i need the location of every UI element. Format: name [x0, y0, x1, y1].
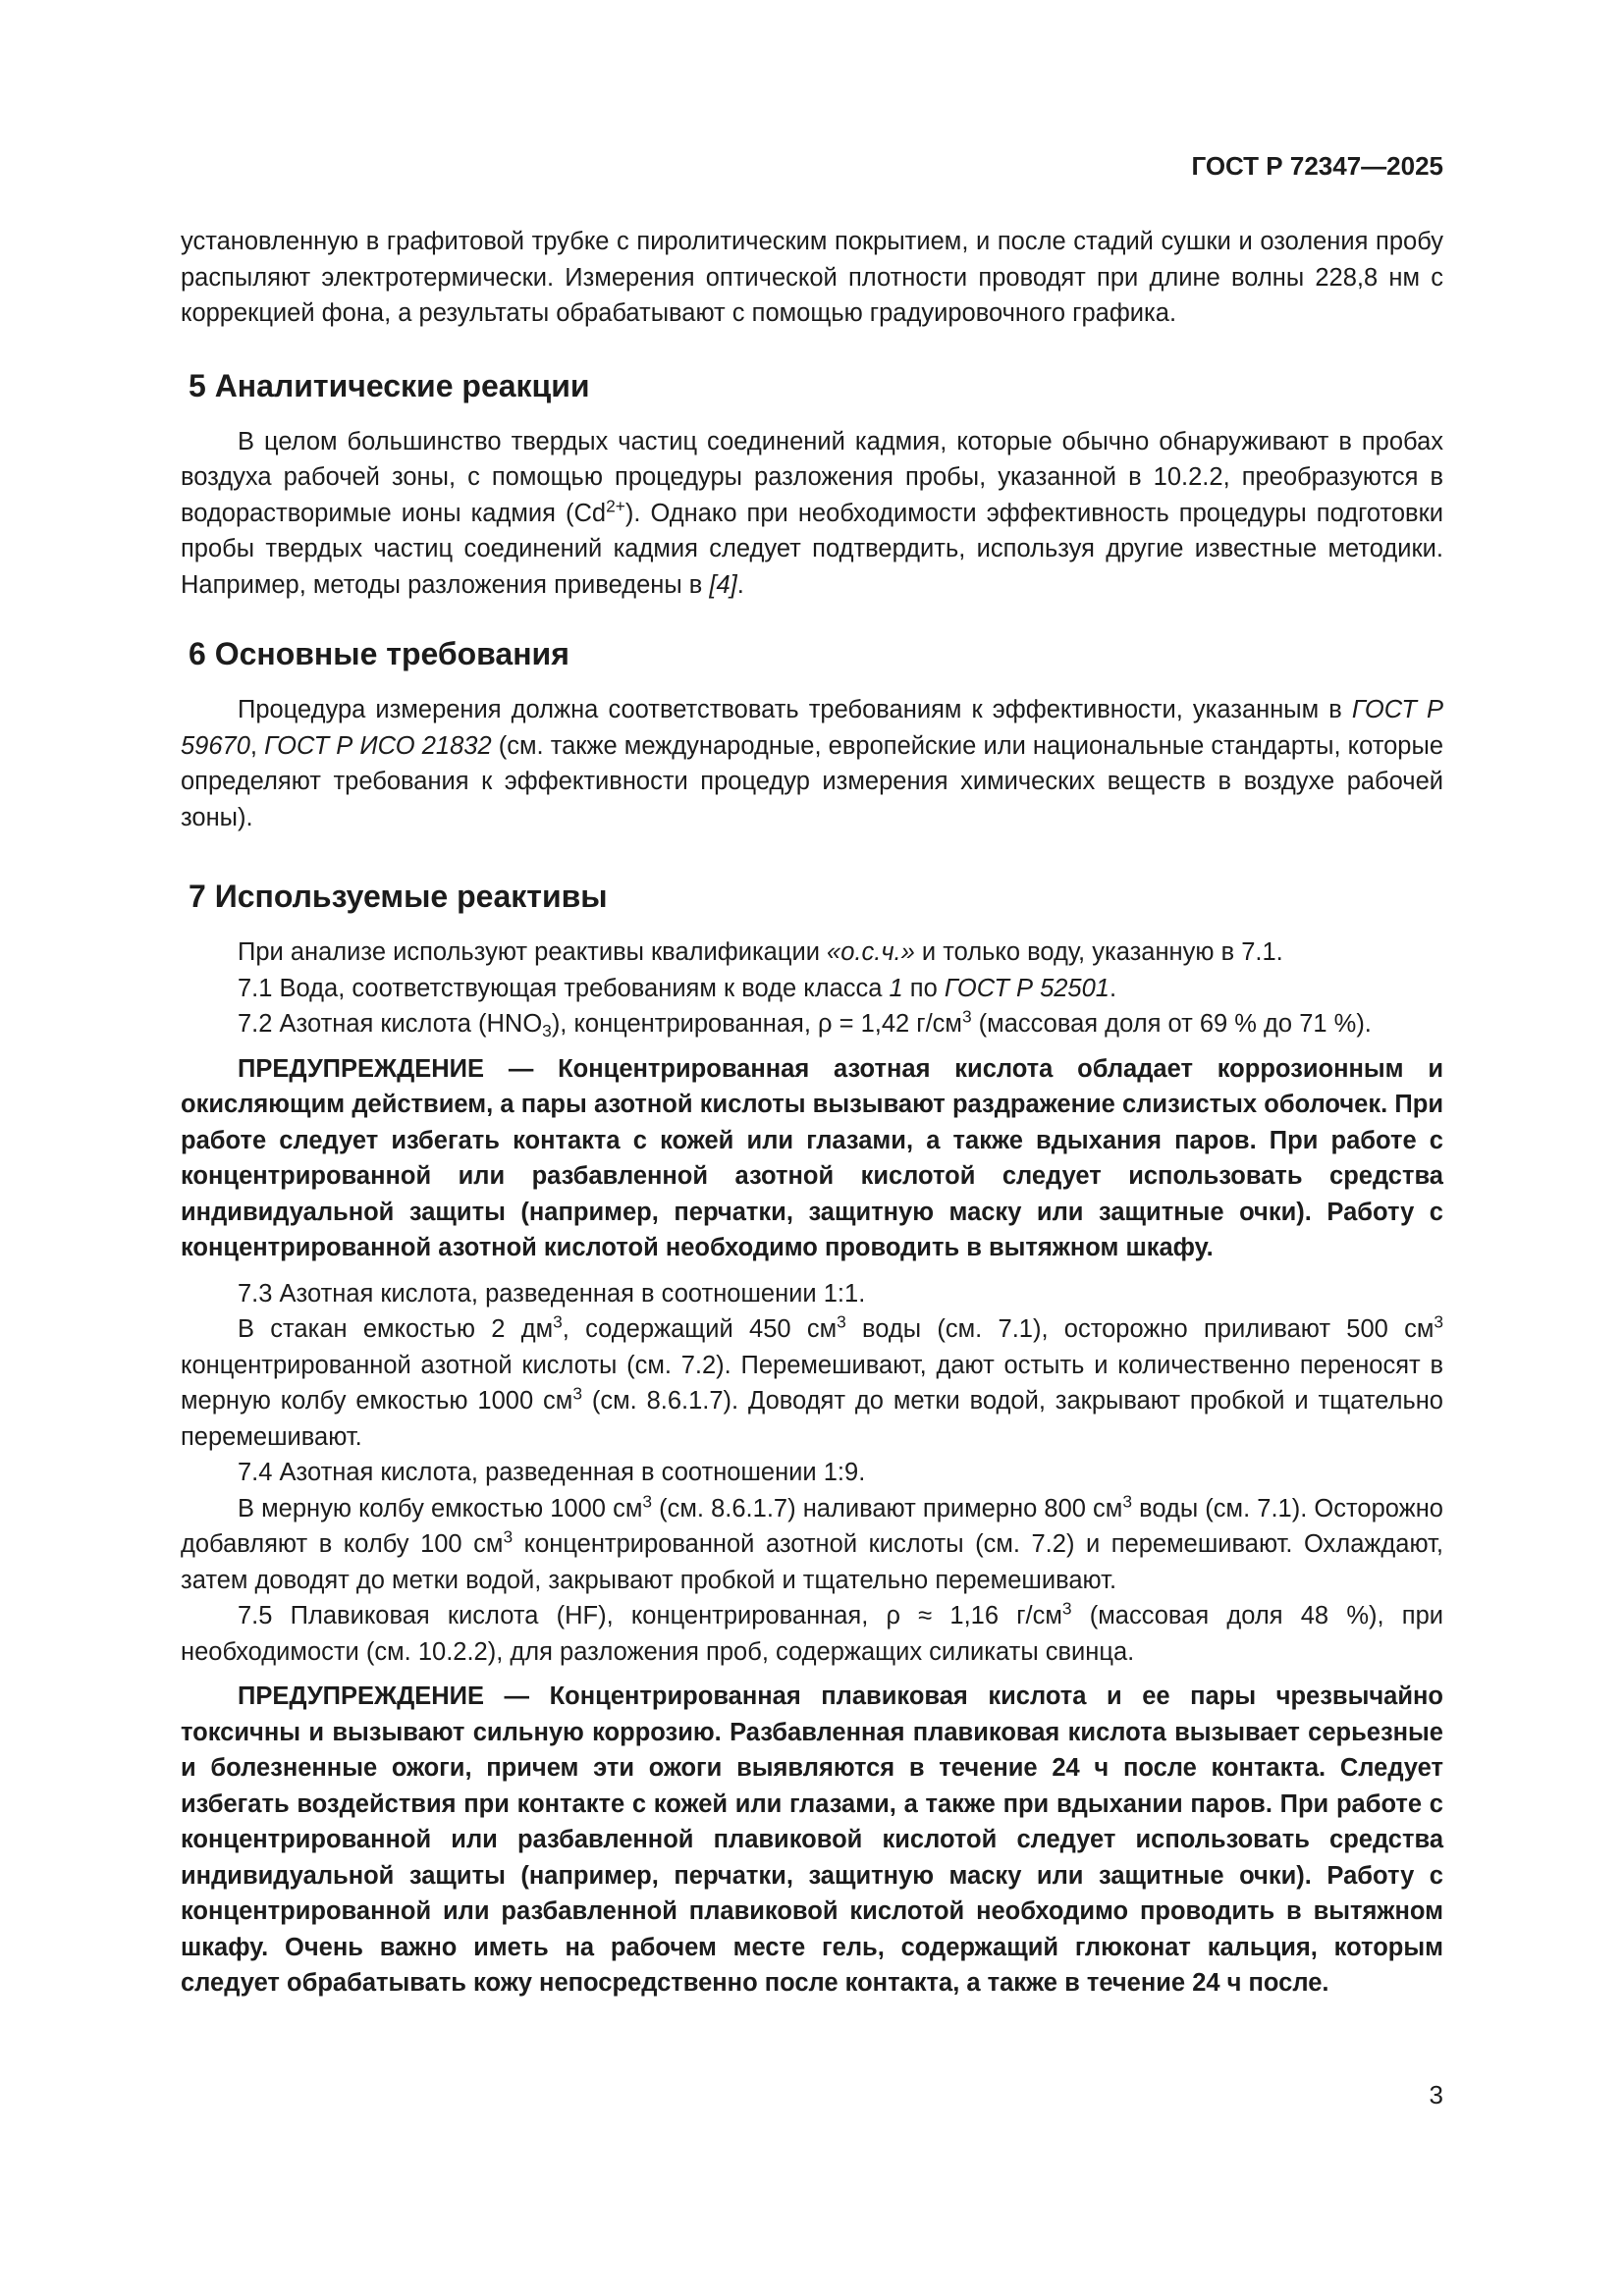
reference-link: [4]: [709, 570, 737, 599]
page-number: 3: [1429, 2080, 1443, 2109]
clause-7-4: 7.4 Азотная кислота, разведенная в соотношении 1:9.: [238, 1459, 866, 1486]
page-body: [181, 224, 1443, 2011]
standard-reference: ГОСТ Р ИСО 21832: [264, 731, 492, 760]
section-5-heading: 5 Аналитические реакции: [189, 367, 590, 403]
standard-reference: ГОСТ Р 52501: [944, 974, 1110, 1002]
clause-7-5: 7.5 Плавиковая кислота (HF), концентрированная, ρ ≈ 1,16 $г/см^3$ (массовая доля 48 %), при необходимости (см. 10.2.2), для разложения проб, содержащих силикаты свинца.: [181, 1598, 1443, 1666]
section-6-heading: 6 Основные требования: [189, 636, 569, 671]
clause-7-2: 7.2 Азотная кислота $(HNO_3)$, концентрированная, ρ = 1,42 $г/см^3$ (массовая доля от 69 % до 71 %).: [238, 1006, 1372, 1041]
intro-paragraph: установленную в графитовой трубке с пиролитическим покрытием, и после стадий сушки и озоления пробу распыляют электротермически. Измерения оптической плотности проводят при длине волны 228,8 нм с коррекцией фона, а результаты обрабатывают с помощью градуировочного графика.: [181, 228, 1443, 327]
clause-7-4-procedure: В мерную колбу емкостью 1000 $см^3$ (см. 8.6.1.7) наливают примерно 800 $см^3$ воды (см. 7.1). Осторожно добавляют в колбу 100 $см^3$ концентрированной азотной кислоты (см. 7.2) и перемешивают. Охлаждают, затем доводят до метки водой, закрывают пробкой и тщательно перемешивают.: [181, 1490, 1443, 1594]
clause-7-1: 7.1 Вода, соответствующая требованиям к воде класса 1 по ГОСТ Р 52501.: [238, 974, 1117, 1002]
section-7-heading: 7 Используемые реактивы: [189, 879, 608, 914]
standard-reference: ГОСТ Р 59670: [181, 696, 1443, 760]
section-7-intro: При анализе используют реактивы квалификации «о.с.ч.» и только воду, указанную в 7.1.: [238, 938, 1283, 966]
document-id: ГОСТ Р 72347—2025: [1191, 151, 1443, 181]
clause-7-3: 7.3 Азотная кислота, разведенная в соотношении 1:1.: [238, 1279, 866, 1308]
warning-nitric-acid: ПРЕДУПРЕЖДЕНИЕ — Концентрированная азотная кислота обладает коррозионным и окисляющим действием, а пары азотной кислоты вызывают раздражение слизистых оболочек. При работе следует избегать контакта с кожей или глазами, а также вдыхания паров. При работе с концентрированной или разбавленной азотной кислотой следует использовать средства индивидуальной защиты (например, перчатки, защитную маску или защитные очки). Работу с концентрированной азотной кислотой необходимо проводить в вытяжном шкафу.: [181, 1054, 1443, 1261]
clause-7-3-procedure: В стакан емкостью 2 $дм^3$, содержащий 450 $см^3$ воды (см. 7.1), осторожно приливают 500 $см^3$ концентрированной азотной кислоты (см. 7.2). Перемешивают, дают остыть и количественно переносят в мерную колбу емкостью 1000 $см^3$ (см. 8.6.1.7). Доводят до метки водой, закрывают пробкой и тщательно перемешивают.: [181, 1311, 1444, 1451]
section-5-paragraph: В целом большинство твердых частиц соединений кадмия, которые обычно обнаруживают в пробах воздуха рабочей зоны, с помощью процедуры разложения пробы, указанной в 10.2.2, преобразуются в водорастворимые ионы кадмия $(Cd^{2+})$. Однако при необходимости эффективность процедуры подготовки пробы твердых частиц соединений кадмия следует подтвердить, используя другие известные методики. Например, методы разложения приведены в [4].: [181, 427, 1443, 599]
warning-hydrofluoric-acid: ПРЕДУПРЕЖДЕНИЕ — Концентрированная плавиковая кислота и ее пары чрезвычайно токсичны и вызывают сильную коррозию. Разбавленная плавиковая кислота вызывает серьезные и болезненные ожоги, причем эти ожоги выявляются в течение 24 ч после контакта. Следует избегать воздействия при контакте с кожей или глазами, а также при вдыхании паров. При работе с концентрированной или разбавленной плавиковой кислотой следует использовать средства индивидуальной защиты (например, перчатки, защитную маску или защитные очки). Работу с концентрированной или разбавленной плавиковой кислотой необходимо проводить в вытяжном шкафу. Очень важно иметь на рабочем месте гель, содержащий глюконат кальция, которым следует обрабатывать кожу непосредственно после контакта, а также в течение 24 ч после.: [181, 1682, 1443, 1997]
section-6-paragraph: Процедура измерения должна соответствовать требованиям к эффективности, указанным в ГОСТ Р 59670, ГОСТ Р ИСО 21832 (см. также международные, европейские или национальные стандарты, которые определяют требования к эффективности процедур измерения химических веществ в воздухе рабочей зоны).: [181, 696, 1443, 831]
